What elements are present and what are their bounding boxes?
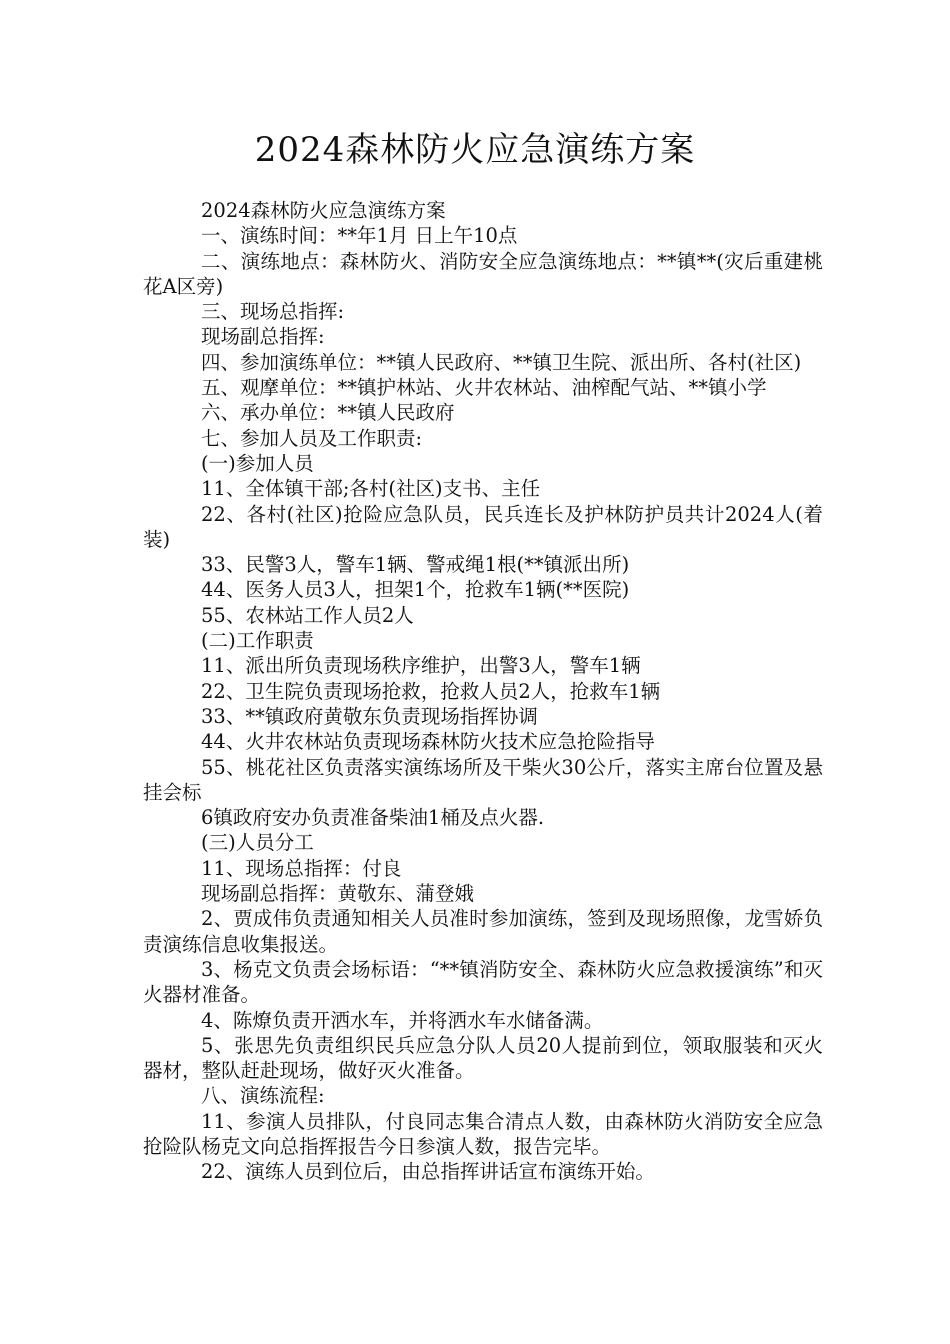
paragraph-30: 八、演练流程: [201,1084,325,1108]
paragraph-23: (三)人员分工 [201,831,314,855]
paragraph-19: 33、**镇政府黄敬东负责现场指挥协调 [201,704,538,728]
paragraph-4: 三、现场总指挥: [201,300,345,324]
document-title: 2024森林防火应急演练方案 [254,130,696,170]
paragraph-8: 六、承办单位：**镇人民政府 [201,401,455,425]
paragraph-12: 22、各村(社区)抢险应急队员，民兵连长及护林防护员共计2024人(着装) [143,502,823,551]
paragraph-21: 55、桃花社区负责落实演练场所及干柴火30公斤，落实主席台位置及悬挂会标 [143,755,823,804]
paragraph-22: 6镇政府安办负责准备柴油1桶及点火器. [201,806,545,830]
paragraph-9: 七、参加人员及工作职责: [201,426,423,450]
paragraph-29: 5、张思先负责组织民兵应急分队人员20人提前到位，领取服装和灭火器材，整队赶赴现场，做好灭火准备。 [143,1033,823,1083]
paragraph-2: 一、演练时间：**年1月 日上午10点 [201,224,518,248]
paragraph-5: 现场副总指挥: [201,325,325,349]
document-body [143,198,823,1185]
paragraph-18: 22、卫生院负责现场抢救，抢救人员2人，抢救车1辆 [201,679,661,703]
paragraph-6: 四、参加演练单位：**镇人民政府、**镇卫生院、派出所、各村(社区) [201,350,802,374]
paragraph-13: 33、民警3人，警车1辆、警戒绳1根(**镇派出所) [201,553,630,577]
paragraph-27: 3、杨克文负责会场标语：“**镇消防安全、森林防火应急救援演练”和灭火器材准备。 [143,957,823,1007]
paragraph-14: 44、医务人员3人，担架1个，抢救车1辆(**医院) [201,578,630,602]
paragraph-16: (二)工作职责 [201,629,314,653]
paragraph-25: 现场副总指挥：黄敬东、蒲登娥 [201,882,475,906]
paragraph-20: 44、火井农林站负责现场森林防火技术应急抢险指导 [201,730,655,754]
paragraph-11: 11、全体镇干部;各村(社区)支书、主任 [201,477,541,501]
paragraph-32: 22、演练人员到位后，由总指挥讲话宣布演练开始。 [201,1160,655,1184]
paragraph-7: 五、观摩单位：**镇护林站、火井农林站、油榨配气站、**镇小学 [201,376,767,400]
paragraph-10: (一)参加人员 [201,451,314,475]
paragraph-31: 11、参演人员排队，付良同志集合清点人数，由森林防火消防安全应急抢险队杨克文向总指挥报告今日参演人数，报告完毕。 [143,1109,823,1158]
paragraph-26: 2、贾成伟负责通知相关人员准时参加演练，签到及现场照像，龙雪娇负责演练信息收集报送。 [143,907,823,956]
paragraph-3: 二、演练地点：森林防火、消防安全应急演练地点：**镇**(灾后重建桃花A区旁) [143,249,823,298]
paragraph-1: 2024森林防火应急演练方案 [201,199,446,222]
paragraph-28: 4、陈燎负责开洒水车，并将洒水车水储备满。 [201,1008,604,1032]
paragraph-24: 11、现场总指挥：付良 [201,856,402,880]
paragraph-17: 11、派出所负责现场秩序维护，出警3人，警车1辆 [201,654,641,678]
paragraph-15: 55、农林站工作人员2人 [201,603,414,627]
